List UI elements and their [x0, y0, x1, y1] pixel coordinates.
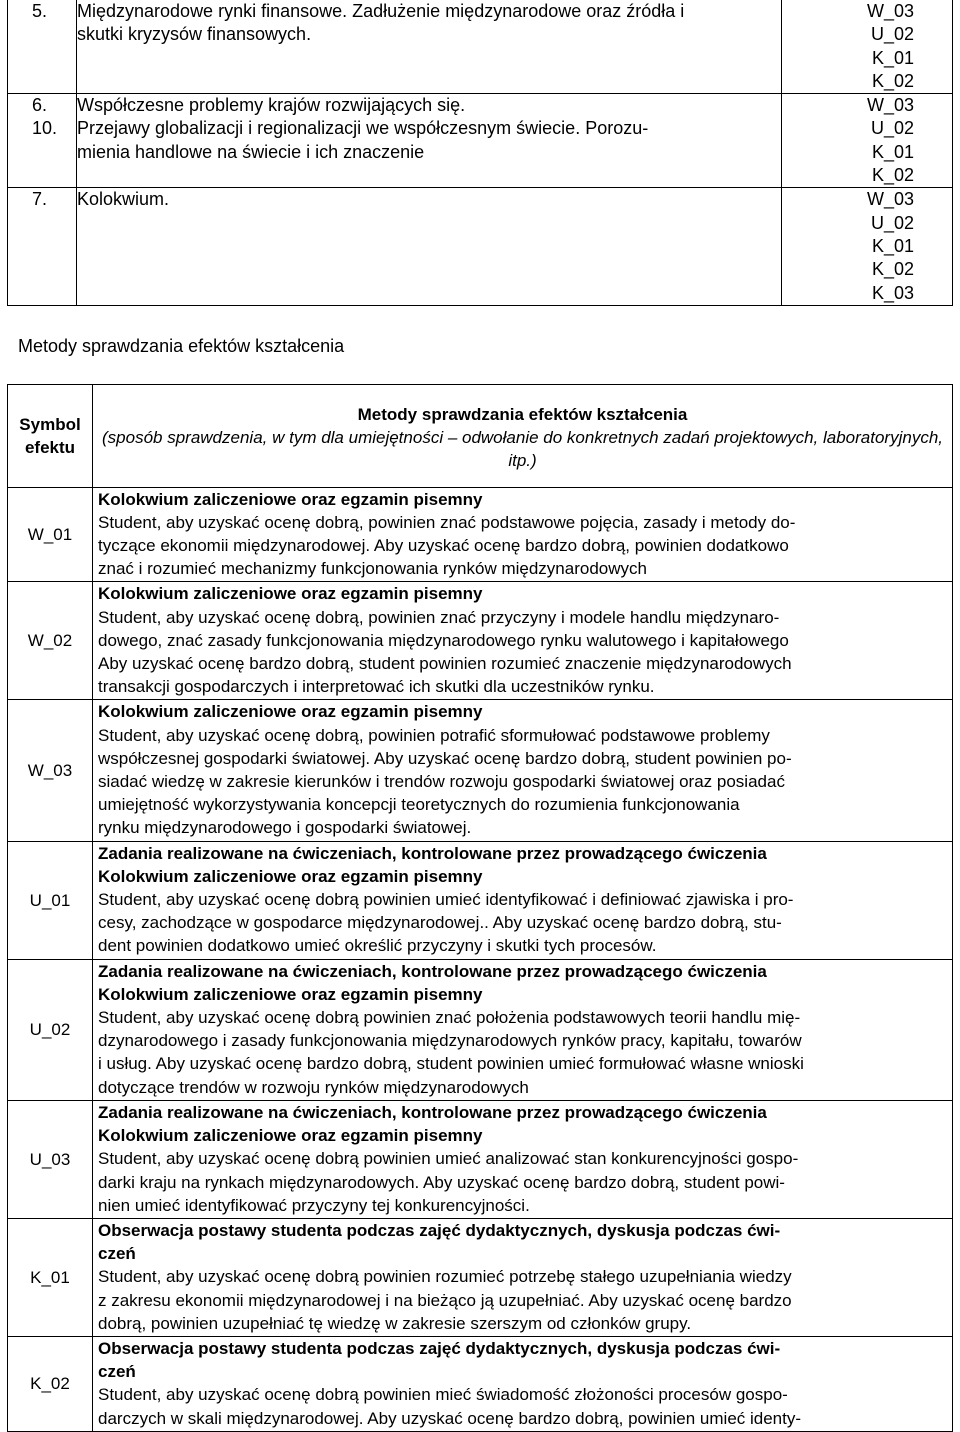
method-row — [8, 487, 953, 582]
method-description-line: Student, aby uzyskać ocenę dobrą, powinien znać przyczyny i modele handlu międzynaro- — [98, 607, 780, 627]
method-title: Kolokwium zaliczeniowe oraz egzamin pisemny — [98, 1126, 483, 1146]
method-description-line: transakcji gospodarczych i interpretować ich skutki dla uczestników rynku. — [98, 677, 655, 697]
method-title: Kolokwium zaliczeniowe oraz egzamin pisemny — [98, 702, 483, 722]
topic-line: Przejawy globalizacji i regionalizacji we współczesnym świecie. Porozu- — [77, 118, 649, 139]
section-heading: Metody sprawdzania efektów kształcenia — [18, 336, 345, 356]
method-title: czeń — [98, 1362, 136, 1382]
method-row — [8, 959, 953, 1100]
method-row — [8, 582, 953, 700]
method-description-line: znać i rozumieć mechanizmy funkcjonowania rynków międzynarodowych — [98, 559, 647, 579]
effect-code: W_03 — [866, 95, 914, 116]
method-description-line: darki kraju na rynkach międzynarodowych. Aby uzyskać ocenę bardzo dobrą, student powi- — [98, 1172, 785, 1192]
effect-symbol: K_01 — [30, 1267, 70, 1287]
method-row — [8, 700, 953, 841]
method-description-line: dzynarodowego i zasady funkcjonowania międzynarodowych rynków pracy, kapitału, towarów — [98, 1031, 802, 1051]
methods-header-title: Metody sprawdzania efektów kształcenia — [357, 405, 688, 424]
topic-number: 10. — [32, 118, 58, 139]
effect-symbol-cell — [8, 1218, 93, 1336]
topic-number-cell — [8, 0, 77, 94]
effect-symbol-cell — [8, 487, 93, 582]
topic-row — [8, 188, 953, 305]
method-title: Kolokwium zaliczeniowe oraz egzamin pisemny — [98, 866, 483, 886]
topic-number: 5. — [32, 1, 48, 21]
effect-symbol: U_02 — [29, 1020, 71, 1040]
effect-codes-cell — [782, 188, 953, 305]
method-description-line: Aby uzyskać ocenę bardzo dobrą, student powinien rozumieć znaczenie międzynarodowych — [98, 654, 792, 674]
method-title: czeń — [98, 1244, 136, 1264]
methods-table-header — [8, 385, 953, 488]
method-description-line: Student, aby uzyskać ocenę dobrą powinien rozumieć potrzebę stałego uzupełniania wiedzy — [98, 1267, 792, 1287]
method-description-cell — [93, 487, 953, 582]
topic-line: Kolokwium. — [77, 189, 170, 210]
effect-code: K_02 — [871, 70, 914, 91]
method-description-line: dowego, znać zasady funkcjonowania międzynarodowego rynku walutowego i kapitałowego — [98, 630, 789, 650]
method-title: Kolokwium zaliczeniowe oraz egzamin pisemny — [98, 984, 483, 1004]
effect-symbol-cell — [8, 700, 93, 841]
method-description-cell — [93, 1100, 953, 1218]
topic-text-cell — [77, 94, 782, 188]
effect-codes-cell — [782, 0, 953, 94]
effect-symbol: K_02 — [30, 1374, 70, 1394]
method-description-line: Student, aby uzyskać ocenę dobrą powinien znać położenia podstawowych teorii handlu mię- — [98, 1008, 801, 1028]
topic-text-cell — [77, 188, 782, 305]
topic-row — [8, 94, 953, 188]
method-title: Obserwacja postawy studenta podczas zajęć dydaktycznych, dyskusja podczas ćwi- — [98, 1220, 781, 1240]
topic-row — [8, 0, 953, 94]
method-description-line: i usług. Aby uzyskać ocenę bardzo dobrą, student powinien umieć formułować własne wnioski — [98, 1054, 804, 1074]
method-description-line: tyczące ekonomii międzynarodowej. Aby uzyskać ocenę bardzo dobrą, powinien dodatkowo — [98, 536, 789, 556]
method-description-line: Student, aby uzyskać ocenę dobrą, powinien potrafić sformułować podstawowe problemy — [98, 725, 770, 745]
method-description-line: dobrą, powinien uzupełniać tę wiedzę w zakresie szerszym od członków grupy. — [98, 1313, 692, 1333]
method-description-line: cesy, zachodzące w gospodarce międzynarodowej.. Aby uzyskać ocenę bardzo dobrą, stu- — [98, 913, 782, 933]
method-description-cell — [93, 582, 953, 700]
effect-code: K_01 — [871, 235, 914, 256]
effect-symbol: U_01 — [29, 890, 71, 910]
methods-header-cell — [93, 385, 953, 488]
method-description-line: rynku międzynarodowego i gospodarki światowej. — [98, 818, 472, 838]
effect-code: W_03 — [866, 189, 914, 210]
effect-symbol-cell — [8, 582, 93, 700]
topics-table — [7, 0, 953, 306]
method-title: Obserwacja postawy studenta podczas zajęć dydaktycznych, dyskusja podczas ćwi- — [98, 1338, 781, 1358]
effect-symbol: W_01 — [27, 524, 73, 544]
topic-line: Współczesne problemy krajów rozwijających się. — [77, 95, 466, 116]
effect-symbol: W_02 — [27, 631, 73, 651]
topic-text-cell — [77, 0, 782, 94]
symbol-header-cell — [8, 385, 93, 488]
method-title: Kolokwium zaliczeniowe oraz egzamin pisemny — [98, 489, 483, 509]
method-description-line: darczych w skali międzynarodowej. Aby uzyskać ocenę bardzo dobrą, powinien umieć identy- — [98, 1408, 802, 1428]
method-description-cell — [93, 841, 953, 959]
method-description-cell — [93, 959, 953, 1100]
method-row — [8, 1100, 953, 1218]
method-description-line: siadać wiedzę w zakresie kierunków i trendów rozwoju gospodarki światowej oraz posiadać — [98, 772, 785, 792]
method-description-line: dotyczące trendów w rozwoju rynków międzynarodowych — [98, 1077, 529, 1097]
method-row — [8, 1218, 953, 1336]
method-description-cell — [93, 1218, 953, 1336]
method-description-line: współczesnej gospodarki światowej. Aby uzyskać ocenę bardzo dobrą, student powinien po- — [98, 748, 792, 768]
method-description-line: nien umieć identyfikować przyczyny tej konkurencyjności. — [98, 1195, 530, 1215]
methods-header-subtitle: (sposób sprawdzenia, w tym dla umiejętności – odwołanie do konkretnych zadań projektowych, laboratoryjnych, itp.) — [102, 428, 943, 471]
effect-code: W_03 — [866, 1, 914, 21]
topic-line: skutki kryzysów finansowych. — [77, 24, 312, 45]
method-description-cell — [93, 700, 953, 841]
effect-code: U_02 — [870, 212, 914, 233]
effect-codes-cell — [782, 94, 953, 188]
method-description-line: Student, aby uzyskać ocenę dobrą, powinien znać podstawowe pojęcia, zasady i metody do- — [98, 512, 796, 532]
effect-code: U_02 — [870, 118, 914, 139]
effect-symbol: W_03 — [27, 760, 73, 780]
effect-code: K_01 — [871, 47, 914, 68]
symbol-header-line: Symbol — [19, 414, 81, 434]
methods-table-body — [8, 487, 953, 1431]
topic-line: mienia handlowe na świecie i ich znaczenie — [77, 141, 425, 162]
method-description-line: Student, aby uzyskać ocenę dobrą powinien mieć świadomość złożoności procesów gospo- — [98, 1385, 788, 1405]
effect-code: K_02 — [871, 165, 914, 186]
topic-line: Międzynarodowe rynki finansowe. Zadłużenie międzynarodowe oraz źródła i — [77, 1, 685, 21]
method-description-cell — [93, 1336, 953, 1431]
symbol-header-line: efektu — [24, 437, 76, 457]
method-description-line: z zakresu ekonomii międzynarodowej i na bieżąco ją uzupełniać. Aby uzyskać ocenę bardzo — [98, 1290, 792, 1310]
topic-number-cell — [8, 188, 77, 305]
method-description-line: Student, aby uzyskać ocenę dobrą powinien umieć analizować stan konkurencyjności gospo- — [98, 1149, 799, 1169]
effect-code: K_01 — [871, 141, 914, 162]
effect-code: K_03 — [871, 282, 914, 303]
method-title: Kolokwium zaliczeniowe oraz egzamin pisemny — [98, 584, 483, 604]
method-description-line: umiejętność wykorzystywania koncepcji teoretycznych do rozumienia funkcjonowania — [98, 795, 740, 815]
effect-code: K_02 — [871, 259, 914, 280]
topic-number: 7. — [32, 189, 48, 210]
effect-symbol-cell — [8, 959, 93, 1100]
effect-code: U_02 — [870, 24, 914, 45]
effect-symbol-cell — [8, 841, 93, 959]
methods-table — [7, 384, 953, 1432]
method-row — [8, 1336, 953, 1431]
method-title: Zadania realizowane na ćwiczeniach, kontrolowane przez prowadzącego ćwiczenia — [98, 961, 767, 981]
topic-number: 6. — [32, 95, 48, 116]
effect-symbol-cell — [8, 1100, 93, 1218]
topic-number-cell — [8, 94, 77, 188]
effect-symbol-cell — [8, 1336, 93, 1431]
method-description-line: dent powinien dodatkowo umieć określić przyczyny i skutki tych procesów. — [98, 936, 657, 956]
method-title: Zadania realizowane na ćwiczeniach, kontrolowane przez prowadzącego ćwiczenia — [98, 1102, 767, 1122]
method-title: Zadania realizowane na ćwiczeniach, kontrolowane przez prowadzącego ćwiczenia — [98, 843, 767, 863]
method-description-line: Student, aby uzyskać ocenę dobrą powinien umieć identyfikować i definiować zjawiska i pro- — [98, 890, 794, 910]
effect-symbol: U_03 — [29, 1149, 71, 1169]
method-row — [8, 841, 953, 959]
